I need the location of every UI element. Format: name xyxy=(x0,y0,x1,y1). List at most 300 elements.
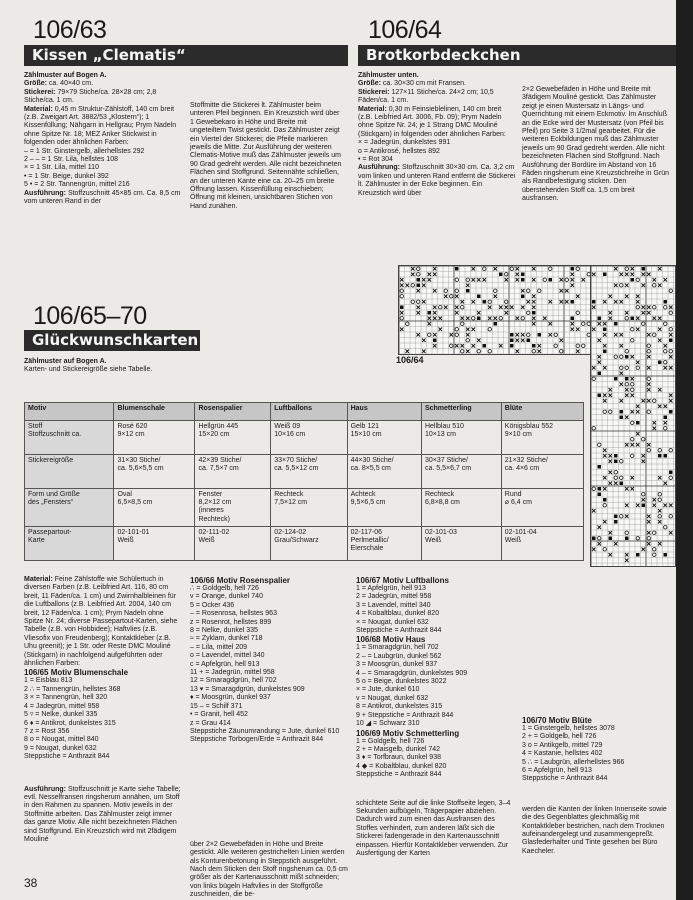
stitch-circle xyxy=(636,537,640,541)
stitch-cross xyxy=(669,333,673,337)
stitch-fill xyxy=(620,410,624,414)
stitch-circle xyxy=(631,421,635,425)
stitch-cross xyxy=(428,273,432,277)
next-page-edge xyxy=(676,0,693,900)
sec64-line xyxy=(358,106,516,140)
stitch-cross xyxy=(576,350,580,354)
stitch-cross xyxy=(400,278,404,282)
stitch-circle xyxy=(472,317,476,321)
table-cell: Hellgrün 445 15×20 cm xyxy=(195,421,271,455)
stitch-circle xyxy=(653,333,657,337)
stitch-circle xyxy=(521,317,525,321)
table-row-header: Form und Größe des „Fensters“ xyxy=(25,489,114,527)
section-number-106-63: 106/63 xyxy=(33,16,107,44)
stitch-circle xyxy=(477,350,481,354)
stitch-circle xyxy=(455,278,459,282)
ausfuehrung-text: Stoffzuschnitt je Karte siehe Tabelle; evtl. Nesselfransen ringsherum annähen, um Stoff in den Rahmen zu spannen. Motiv jeweils in der Stoffmitte arbeiten. Das Zählmuster zeigt immer das ganze Motiv. Alle nicht bezeichneten Flächen sind Stoffgrund. Ein Kreuzstich wird mit 2fädigem Mouliné xyxy=(24,785,181,843)
stitch-cross xyxy=(400,328,404,332)
table-cell: Hellblau 510 10×13 cm xyxy=(421,421,501,455)
stitch-cross xyxy=(625,443,629,447)
stitch-cross xyxy=(658,267,662,271)
bluete-item: 4 = Kastanie, hellstes 402 xyxy=(522,750,603,758)
stitch-cross xyxy=(658,542,662,546)
stitch-cross xyxy=(664,405,668,409)
stitch-cross xyxy=(538,344,542,348)
stitch-circle xyxy=(400,295,404,299)
table-cell: 02-124-02 Grau/Schwarz xyxy=(271,526,347,560)
stitch-fill xyxy=(417,284,421,288)
stitch-cross xyxy=(455,344,459,348)
rosenspalier-item: • = Granit, hell 452 xyxy=(190,711,248,719)
stitch-cross xyxy=(642,454,646,458)
table-cell: Königsblau 552 9×10 cm xyxy=(501,421,583,455)
stitch-cross xyxy=(592,366,596,370)
blumenschale-item: 5 ▿ = Nelke, dunkel 335 xyxy=(24,711,98,719)
stitch-cross xyxy=(620,383,624,387)
stitch-cross xyxy=(658,476,662,480)
stitch-fill xyxy=(483,344,487,348)
stitch-circle xyxy=(510,267,514,271)
stitch-cross xyxy=(664,278,668,282)
stitch-fill xyxy=(571,317,575,321)
stitch-cross xyxy=(488,317,492,321)
col2-bottom-paragraph: über 2×2 Gewebefäden in Höhe und Breite gestickt. Alle weiteren gestrichelten Linien werden als Konturenbetonung in Steppstich ausgeführt. Nach dem Sticken den Stoff ringsherum ca. 0,5 cm größer als der Kartenausschnitt mißt schneiden; von links bügeln Haftvlies in der Stoffgröße zuschneiden, die be- xyxy=(190,840,348,899)
stitch-cross xyxy=(472,344,476,348)
sec63-line xyxy=(24,156,182,164)
sec63-text: ca. 40×40 cm. xyxy=(46,80,94,88)
stitch-cross xyxy=(466,350,470,354)
stitch-circle xyxy=(411,284,415,288)
stitch-circle xyxy=(466,339,470,343)
chart-label: 106/64 xyxy=(396,355,424,365)
stitch-cross xyxy=(647,383,651,387)
sec63-line xyxy=(24,72,182,80)
stitch-cross xyxy=(521,306,525,310)
stitch-cross xyxy=(647,399,651,403)
stitch-fill xyxy=(614,515,618,519)
stitch-circle xyxy=(636,278,640,282)
stitch-cross xyxy=(592,548,596,552)
stitch-circle xyxy=(642,438,646,442)
stitch-circle xyxy=(653,306,657,310)
stitch-cross xyxy=(571,278,575,282)
stitch-cross xyxy=(642,273,646,277)
stitch-fill xyxy=(433,339,437,343)
haus-item: 9 + Steppstiche = Anthrazit 844 xyxy=(356,711,454,719)
stitch-cross xyxy=(636,317,640,321)
stitch-fill xyxy=(499,273,503,277)
stitch-cross xyxy=(598,355,602,359)
stitch-cross xyxy=(631,273,635,277)
sec64-text: o = Antikrosé, hellstes 892 xyxy=(358,147,440,155)
stitch-cross xyxy=(477,311,481,315)
stitch-fill xyxy=(625,355,629,359)
stitch-fill xyxy=(625,377,629,381)
stitch-fill xyxy=(614,322,618,326)
stitch-cross xyxy=(560,300,564,304)
stitch-circle xyxy=(439,306,443,310)
stitch-fill xyxy=(532,344,536,348)
stitch-cross xyxy=(603,454,607,458)
rosenspalier-item: v = Orange, dunkel 740 xyxy=(190,593,263,601)
sec63-text: × = 1 Str. Lila, mittel 110 xyxy=(24,164,99,172)
sec63-text: Stoffzuschnitt 45×85 cm. Ca. 8,5 cm vom unteren Rand in der xyxy=(24,189,181,206)
stitch-fill xyxy=(664,300,668,304)
stitch-cross xyxy=(549,333,553,337)
stitch-cross xyxy=(625,559,629,563)
stitch-cross xyxy=(603,300,607,304)
stitch-cross xyxy=(417,311,421,315)
rosenspalier-item: z = Grau 414 xyxy=(190,719,231,727)
stitch-cross xyxy=(614,267,618,271)
stitch-cross xyxy=(406,284,410,288)
stitch-circle xyxy=(614,476,618,480)
stitch-cross xyxy=(598,526,602,530)
stitch-cross xyxy=(625,388,629,392)
section-band-brotkorbdeckchen: Brotkorbdeckchen xyxy=(358,45,684,66)
stitch-cross xyxy=(576,295,580,299)
stitch-circle xyxy=(461,322,465,326)
stitch-cross xyxy=(647,366,651,370)
stitch-circle xyxy=(428,333,432,337)
stitch-fill xyxy=(636,553,640,557)
stitch-cross xyxy=(582,278,586,282)
stitch-cross xyxy=(631,394,635,398)
stitch-circle xyxy=(576,344,580,348)
stitch-fill xyxy=(598,372,602,376)
sec64-label: Größe: xyxy=(358,80,381,88)
stitch-cross xyxy=(658,339,662,343)
stitch-cross xyxy=(428,278,432,282)
stitch-cross xyxy=(422,284,426,288)
stitch-fill xyxy=(664,454,668,458)
stitch-cross xyxy=(636,328,640,332)
stitch-fill xyxy=(642,267,646,271)
sec63-line xyxy=(24,181,182,189)
stitch-cross xyxy=(653,278,657,282)
stitch-cross xyxy=(549,322,553,326)
stitch-fill xyxy=(658,454,662,458)
stitch-cross xyxy=(614,284,618,288)
stitch-cross xyxy=(417,333,421,337)
stitch-cross xyxy=(631,443,635,447)
stitch-circle xyxy=(592,377,596,381)
stitch-cross xyxy=(620,300,624,304)
sec64-label: Material: xyxy=(358,105,387,113)
table-row xyxy=(25,526,584,560)
stitch-fill xyxy=(631,278,635,282)
sec63-line xyxy=(24,148,182,156)
stitch-circle xyxy=(554,333,558,337)
stitch-cross xyxy=(516,339,520,343)
stitch-cross xyxy=(400,311,404,315)
stitch-circle xyxy=(620,355,624,359)
stitch-cross xyxy=(658,405,662,409)
stitch-circle xyxy=(625,531,629,535)
stitch-cross xyxy=(571,328,575,332)
stitch-fill xyxy=(598,465,602,469)
sec64-line xyxy=(358,80,516,88)
schmetterling-item: 3 ♦ = Torfbraun, dunkel 938 xyxy=(356,754,441,762)
stitch-cross xyxy=(433,344,437,348)
stitch-cross xyxy=(433,273,437,277)
stitch-cross xyxy=(647,311,651,315)
stitch-cross xyxy=(647,306,651,310)
stitch-cross xyxy=(653,421,657,425)
stitch-cross xyxy=(560,339,564,343)
stitch-fill xyxy=(510,339,514,343)
stitch-cross xyxy=(571,273,575,277)
sec64-text: × = Jadegrün, dunkelstes 991 xyxy=(358,139,451,147)
table-header-cell: Blumenschale xyxy=(114,403,195,421)
stitch-circle xyxy=(631,339,635,343)
stitch-cross xyxy=(603,476,607,480)
stitch-cross xyxy=(455,306,459,310)
stitch-cross xyxy=(669,531,673,535)
rosenspalier-item: c = Apfelgrün, hell 913 xyxy=(190,660,260,668)
stitch-cross xyxy=(653,427,657,431)
stitch-fill xyxy=(521,273,525,277)
stitch-cross xyxy=(565,300,569,304)
sec64-line xyxy=(358,164,516,198)
stitch-circle xyxy=(625,366,629,370)
stitch-circle xyxy=(625,267,629,271)
schmetterling-item: 4 ◆ = Kobaltblau, dunkel 820 xyxy=(356,762,447,770)
table-cell: 02-101-01 Weiß xyxy=(114,526,195,560)
stitch-circle xyxy=(488,300,492,304)
stitch-cross xyxy=(499,306,503,310)
stitch-circle xyxy=(488,350,492,354)
stitch-circle xyxy=(455,328,459,332)
stitch-fill xyxy=(521,278,525,282)
table-cell: 42×39 Stiche/ ca. 7,5×7 cm xyxy=(195,455,271,489)
stitch-cross xyxy=(494,295,498,299)
stitch-cross xyxy=(472,267,476,271)
sec63-col1 xyxy=(24,72,182,207)
table-header-cell: Luftballons xyxy=(271,403,347,421)
rosenspalier-item: 5 = Ocker 436 xyxy=(190,601,235,609)
sec64-line xyxy=(358,139,516,147)
stitch-fill xyxy=(598,487,602,491)
stitch-cross xyxy=(477,278,481,282)
stitch-circle xyxy=(603,410,607,414)
sec63-text: 5 • = 2 Str. Tannengrün, mittel 216 xyxy=(24,181,130,189)
stitch-circle xyxy=(488,328,492,332)
stitch-circle xyxy=(631,388,635,392)
stitch-cross xyxy=(647,443,651,447)
stitch-cross xyxy=(483,278,487,282)
stitch-cross xyxy=(411,273,415,277)
stitch-cross xyxy=(598,339,602,343)
stitch-circle xyxy=(664,306,668,310)
stitch-circle xyxy=(653,284,657,288)
sec63-text: – = 1 Str. Ginstergelb, allerhellstes 292 xyxy=(24,147,145,155)
luftballons-item: Steppstiche = Anthrazit 844 xyxy=(356,627,442,635)
stitch-cross xyxy=(642,284,646,288)
stitch-fill xyxy=(592,300,596,304)
stitch-cross xyxy=(620,372,624,376)
stitch-cross xyxy=(642,498,646,502)
stitch-fill xyxy=(428,311,432,315)
stitch-cross xyxy=(494,317,498,321)
stitch-cross xyxy=(560,289,564,293)
section-band-glueckwunschkarten: Glückwunschkarten xyxy=(24,330,200,351)
stitch-cross xyxy=(636,405,640,409)
stitch-circle xyxy=(625,350,629,354)
haus-item: 1 = Smaragdgrün, hell 702 xyxy=(356,644,439,652)
bluete-item: 1 = Ginstergelb, hellstes 3078 xyxy=(522,725,615,732)
col3-bottom-paragraph: schichtete Seite auf die linke Stoffseite legen, 3–4 Sekunden aufbügeln, Trägerpapier abziehen. Dadurch wird zum einen das Ausfransen des Stoffes verhindert, zum anderen läßt sich die Stickerei fadengerade in den Kartenausschnitt einpassen. Hierfür Kontaktkleber verwenden. Zur Ausfertigung der Karten xyxy=(356,799,511,857)
sec63-line xyxy=(24,190,182,207)
stitch-circle xyxy=(483,267,487,271)
stitch-cross xyxy=(669,306,673,310)
stitch-cross xyxy=(636,300,640,304)
table-row xyxy=(25,421,584,455)
stitch-circle xyxy=(669,289,673,293)
stitch-cross xyxy=(664,344,668,348)
stitch-circle xyxy=(592,487,596,491)
stitch-fill xyxy=(631,317,635,321)
stitch-circle xyxy=(664,350,668,354)
sec63-line xyxy=(24,173,182,181)
stitch-cross xyxy=(598,322,602,326)
stitch-fill xyxy=(603,273,607,277)
stitch-circle xyxy=(527,333,531,337)
stitch-cross xyxy=(455,295,459,299)
stitch-circle xyxy=(411,300,415,304)
card-size-table xyxy=(24,402,584,561)
stitch-circle xyxy=(658,493,662,497)
stitch-fill xyxy=(603,328,607,332)
stitch-circle xyxy=(582,344,586,348)
stitch-cross xyxy=(466,317,470,321)
stitch-circle xyxy=(658,449,662,453)
stitch-circle xyxy=(565,278,569,282)
stitch-cross xyxy=(636,443,640,447)
sec64-col1 xyxy=(358,72,516,198)
stitch-fill xyxy=(669,410,673,414)
haus-item: 4 – = Smaragdgrün, dunkelstes 909 xyxy=(356,669,468,677)
rosenspalier-item: Steppstiche Zäunumrandung = Jute, dunkel 610 xyxy=(190,727,340,735)
stitch-circle xyxy=(406,322,410,326)
stitch-cross xyxy=(461,300,465,304)
bottom-col4 xyxy=(522,716,674,856)
sec64-text: • = Rot 304 xyxy=(358,156,393,164)
table-row-header: Stoff Stoffzuschnitt ca. xyxy=(25,421,114,455)
stitch-cross xyxy=(609,295,613,299)
stitch-circle xyxy=(653,548,657,552)
sec63-col2: Stoffmitte die Stickerei lt. Zählmuster beim unteren Pfeil beginnen. Ein Kreuzstich wird über 1 Gewebekaro in Höhe und Breite mit ungeteiltem Twist gestickt. Das Zählmuster zeigt ein Viertel der Stickerei; die Pfeile markieren jeweils die Mitte. Zur Ausführung der weiteren Clematis-Motive muß das Zählmuster jeweils um 90 Grad gedreht werden. Alle nicht bezeichneten Flächen sind Stoffgrund. Seitennähte schließen, an der unteren Kante eine ca. 20–25 cm breite Öffnung lassen. Kissenfüllung einschieben; Öffnung mit kleinen, unsichtbaren Stichen von Hand zunähen. xyxy=(190,102,342,210)
stitch-fill xyxy=(620,482,624,486)
sec64-text: 127×11 Stiche/ca. 24×2 cm; 10,5 Fäden/ca. 1 cm. xyxy=(358,88,494,105)
sec64-label: Zählmuster unten. xyxy=(358,72,419,79)
haus-item: v = Nougat, dunkel 632 xyxy=(356,694,429,702)
stitch-cross xyxy=(609,388,613,392)
stitch-fill xyxy=(549,278,553,282)
stitch-fill xyxy=(538,333,542,337)
stitch-cross xyxy=(505,306,509,310)
section-number-106-65-70: 106/65–70 xyxy=(33,302,147,330)
stitch-cross xyxy=(532,267,536,271)
stitch-cross xyxy=(631,487,635,491)
stitch-fill xyxy=(598,493,602,497)
stitch-fill xyxy=(532,311,536,315)
stitch-cross xyxy=(532,306,536,310)
sec63-label: Material: xyxy=(24,105,53,113)
stitch-cross xyxy=(647,355,651,359)
stitch-fill xyxy=(571,267,575,271)
schmetterling-item: 2 + = Maisgelb, dunkel 742 xyxy=(356,745,441,753)
rosenspalier-item: ♦ = Moosgrün, dunkel 937 xyxy=(190,694,271,702)
stitch-cross xyxy=(614,482,618,486)
stitch-cross xyxy=(516,273,520,277)
stitch-cross xyxy=(433,306,437,310)
stitch-cross xyxy=(609,460,613,464)
haus-item: 2 – = Laubgrün, dunkel 562 xyxy=(356,652,442,660)
table-row-header: Stickereigröße xyxy=(25,455,114,489)
stitch-fill xyxy=(510,344,514,348)
stitch-cross xyxy=(472,328,476,332)
stitch-circle xyxy=(461,350,465,354)
rosenspalier-item: 11 + = Jadegrün, mittel 958 xyxy=(190,669,275,677)
rosenspalier-item: ≈ = Zyklam, dunkel 718 xyxy=(190,635,263,643)
table-cell: Achteck 9,5×6,5 cm xyxy=(347,489,421,527)
rosenspalier-item: 15 – = Schilf 371 xyxy=(190,702,243,710)
haus-item: 10 ◢ = Schwarz 310 xyxy=(356,720,420,728)
sec64-text: Stoffzuschnitt 30×30 cm. Ca. 3,2 cm vom linken und unteren Rand entfernt die Stickerei lt. Zählmuster in der Ecke beginnen. Ein Kreuzstich wird über xyxy=(358,164,516,197)
bottom-col3 xyxy=(356,576,516,858)
stitch-cross xyxy=(603,344,607,348)
motif-heading-rosenspalier: 106/66 Motiv Rosenspalier xyxy=(190,576,291,585)
stitch-cross xyxy=(400,284,404,288)
stitch-circle xyxy=(664,526,668,530)
stitch-circle xyxy=(466,278,470,282)
stitch-circle xyxy=(461,306,465,310)
stitch-fill xyxy=(658,361,662,365)
stitch-cross xyxy=(636,504,640,508)
stitch-circle xyxy=(505,300,509,304)
stitch-cross xyxy=(571,284,575,288)
stitch-cross xyxy=(625,295,629,299)
stitch-cross xyxy=(505,311,509,315)
stitch-cross xyxy=(472,300,476,304)
sec64-col2: 2×2 Gewebefäden in Höhe und Breite mit 3fädigem Mouliné gestickt. Das Zählmuster zeigt je einen Mustersatz in Längs- und Querrichtung mit einem Eckmotiv. Im Anschluß an die Ecke wird der Mustersatz (von Pfeil bis Pfeil) pro Seite 3 1/2mal gearbeitet. Für die weiteren Eckbildungen muß das Zählmuster jeweils um 90 Grad gedreht werden. Alle nicht bezeichneten Flächen sind Stoffgrund. Nach Ausführung der Bordüre im Abstand von 16 Fäden ringsherum eine Kreuzstichreihe in Grün als Randbefestigung sticken. Den überstehenden Stoff ca. 1,5 cm breit ausfransen. xyxy=(522,86,670,203)
sec63-text: • = 1 Str. Beige, dunkel 392 xyxy=(24,172,109,180)
motif-heading-blumenschale: 106/65 Motiv Blumenschale xyxy=(24,668,129,678)
stitch-cross xyxy=(609,553,613,557)
stitch-cross xyxy=(636,432,640,436)
stitch-circle xyxy=(505,273,509,277)
stitch-circle xyxy=(625,317,629,321)
stitch-circle xyxy=(636,366,640,370)
stitch-cross xyxy=(625,416,629,420)
stitch-cross xyxy=(521,289,525,293)
rosenspalier-item: o = Lavendel, mittel 340 xyxy=(190,652,265,660)
stitch-cross xyxy=(510,306,514,310)
stitch-circle xyxy=(647,537,651,541)
motif-heading-haus: 106/68 Motiv Haus xyxy=(356,635,426,645)
stitch-circle xyxy=(598,537,602,541)
stitch-cross xyxy=(433,317,437,321)
bottom-col1 xyxy=(24,576,184,844)
stitch-cross xyxy=(631,377,635,381)
stitch-fill xyxy=(609,537,613,541)
stitch-circle xyxy=(647,344,651,348)
stitch-cross xyxy=(664,421,668,425)
stitch-circle xyxy=(549,267,553,271)
stitch-fill xyxy=(483,300,487,304)
stitch-cross xyxy=(532,317,536,321)
